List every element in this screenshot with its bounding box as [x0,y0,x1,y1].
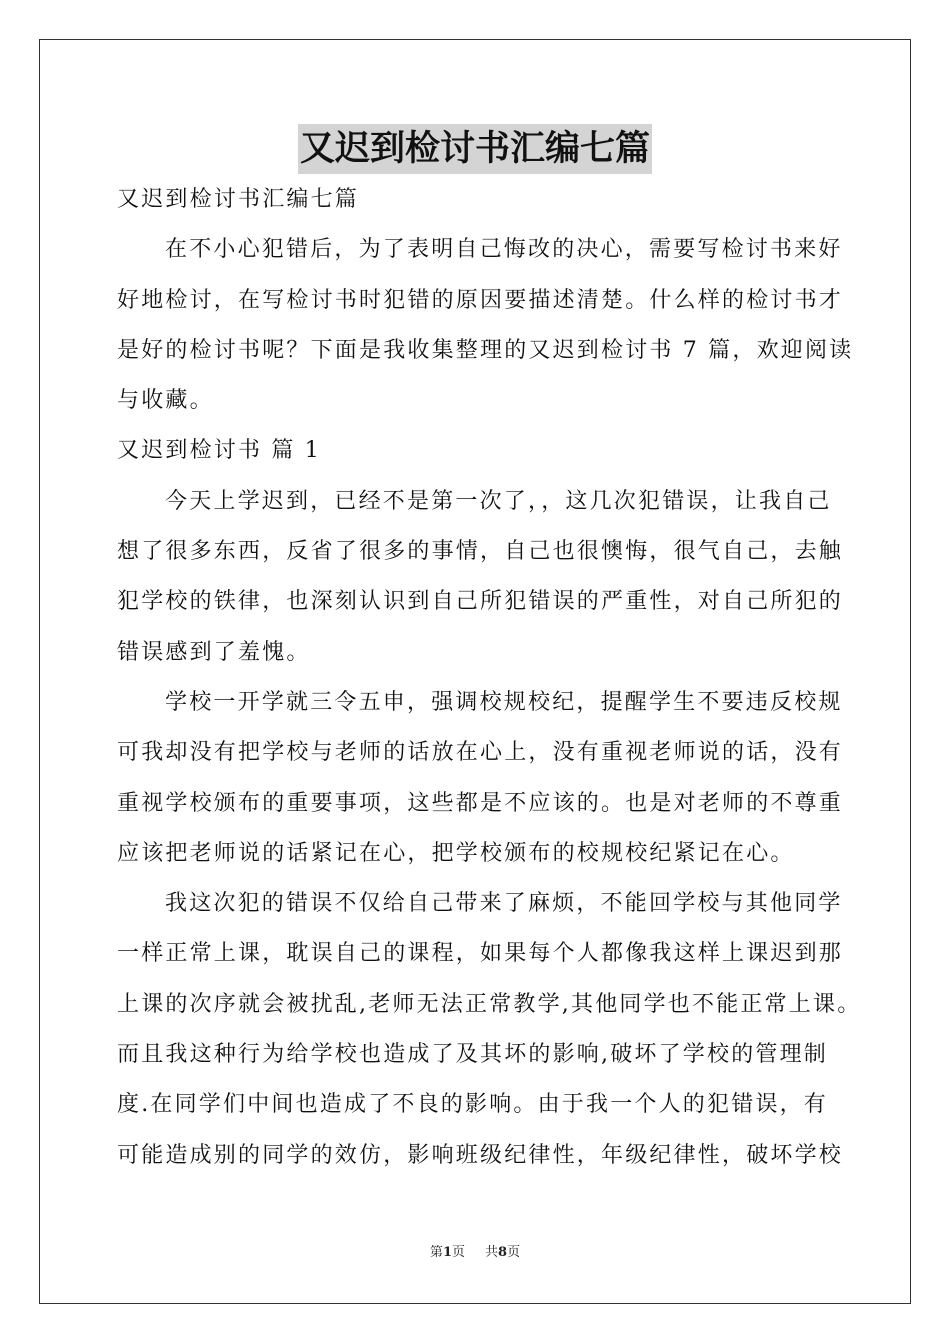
text-line: 在不小心犯错后，为了表明自己悔改的决心，需要写检讨书来好 [165,237,843,263]
text-line: 今天上学迟到，已经不是第一次了，，这几次犯错误，让我自己 [165,488,832,514]
text-line: 可能造成别的同学的效仿，影响班级纪律性，年级纪律性，破坏学校 [117,1142,844,1168]
total-suffix: 页 [507,1245,521,1260]
text-line: 度.在同学们中间也造成了不良的影响。由于我一个人的犯错误，有 [117,1092,828,1118]
text-line: 我这次犯的错误不仅给自己带来了麻烦，不能回学校与其他同学 [165,891,843,917]
total-prefix: 共 [485,1245,499,1260]
title-container [0,124,950,174]
page-prefix: 第 [429,1245,443,1260]
page-suffix: 页 [451,1245,465,1260]
text-line: 应该把老师说的话紧记在心，把学校颁布的校规校纪紧记在心。 [117,840,795,866]
text-line: 想了很多东西，反省了很多的事情，自己也很懊悔，很气自己，去触 [117,539,844,565]
text-line: 犯学校的铁律，也深刻认识到自己所犯错误的严重性，对自己所犯的 [117,589,844,615]
text-line: 上课的次序就会被扰乱,老师无法正常教学,其他同学也不能正常上课。 [117,991,862,1017]
text-line: 又迟到检讨书 篇 1 [117,438,321,464]
total-pages: 8 [498,1245,508,1260]
text-line: 一样正常上课，耽误自己的课程，如果每个人都像我这样上课迟到那 [117,941,844,967]
text-line: 错误感到了羞愧。 [117,639,311,665]
text-line: 重视学校颁布的重要事项，这些都是不应该的。也是对老师的不尊重 [117,790,844,816]
page-number: 1 [442,1245,452,1260]
document-body [117,180,862,1186]
text-line: 可我却没有把学校与老师的话放在心上，没有重视老师说的话，没有 [117,740,844,766]
page-footer [0,1243,950,1263]
text-line: 好地检讨，在写检讨书时犯错的原因要描述清楚。什么样的检讨书才 [117,287,844,313]
document-title: 又迟到检讨书汇编七篇 [298,124,652,174]
text-line: 学校一开学就三令五申，强调校规校纪，提醒学生不要违反校规 [165,689,843,715]
text-line: 又迟到检讨书汇编七篇 [117,187,360,212]
text-line: 是好的检讨书呢？下面是我收集整理的又迟到检讨书 7 篇，欢迎阅读 [117,337,854,363]
text-line: 而且我这种行为给学校也造成了及其坏的影响,破坏了学校的管理制 [117,1042,828,1068]
text-line: 与收藏。 [117,388,214,414]
